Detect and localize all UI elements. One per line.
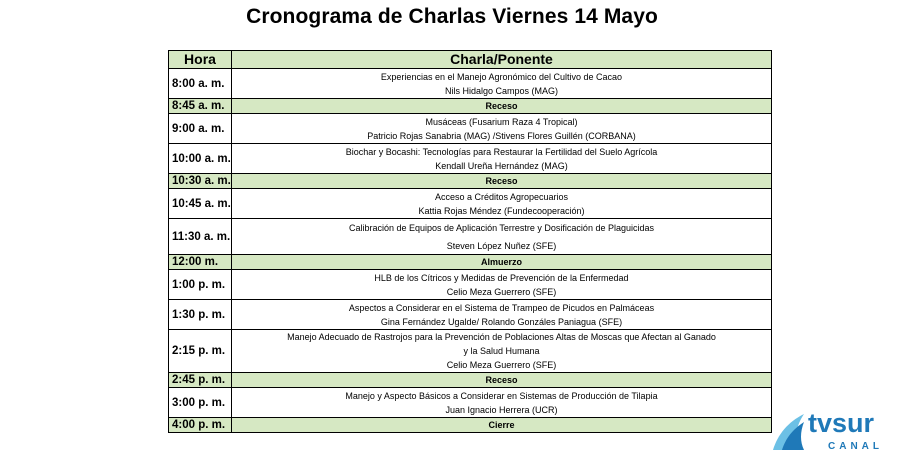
talk-title-line: Musáceas (Fusarium Raza 4 Tropical)	[425, 116, 578, 127]
talk-cell	[232, 114, 772, 144]
speaker-line: Patricio Rojas Sanabria (MAG) /Stivens Flores Guillén (CORBANA)	[367, 130, 636, 141]
speaker-line: Steven López Nuñez (SFE)	[446, 240, 557, 251]
table-row	[169, 330, 772, 373]
table-row	[169, 270, 772, 300]
speaker-line: Kendall Ureña Hernández (MAG)	[435, 160, 568, 171]
break-label	[232, 174, 772, 189]
break-label	[232, 373, 772, 388]
talk-cell	[232, 388, 772, 418]
break-row	[169, 418, 772, 433]
talk-title-line: HLB de los Cítricos y Medidas de Prevención de la Enfermedad	[374, 272, 629, 283]
talk-title-line: Manejo Adecuado de Rastrojos para la Prevención de Poblaciones Altas de Moscas que Afectan al Ganado	[287, 332, 716, 342]
time-cell: 10:45 a. m.	[169, 189, 232, 219]
break-label	[232, 255, 772, 270]
table-row	[169, 144, 772, 174]
talk-cell	[232, 219, 772, 255]
header-charla: Charla/Ponente	[232, 51, 772, 69]
table-row	[169, 114, 772, 144]
header-hora: Hora	[169, 51, 232, 69]
time-cell: 3:00 p. m.	[169, 388, 232, 418]
break-row	[169, 174, 772, 189]
time-cell: 8:45 a. m.	[169, 99, 232, 114]
break-label	[232, 99, 772, 114]
table-row	[169, 69, 772, 99]
table-row	[169, 388, 772, 418]
schedule-body	[169, 69, 772, 433]
time-cell: 11:30 a. m.	[169, 219, 232, 255]
break-label	[232, 418, 772, 433]
time-cell: 1:30 p. m.	[169, 300, 232, 330]
tvsur-logo	[770, 404, 895, 454]
talk-cell	[232, 144, 772, 174]
speaker-line: Gina Fernández Ugalde/ Rolando Gonzáles Paniagua (SFE)	[380, 316, 623, 327]
talk-cell	[232, 189, 772, 219]
break-row	[169, 373, 772, 388]
speaker-line: Nils Hidalgo Campos (MAG)	[444, 85, 559, 96]
talk-title-line: Aspectos a Considerar en el Sistema de Trampeo de Picudos en Palmáceas	[348, 302, 655, 313]
schedule-table	[168, 50, 772, 433]
time-cell: 1:00 p. m.	[169, 270, 232, 300]
page-title: Cronograma de Charlas Viernes 14 Mayo	[246, 5, 658, 28]
talk-title-line: y la Salud Humana	[463, 346, 540, 356]
talk-title-line: Cierre	[488, 420, 515, 430]
time-cell: 9:00 a. m.	[169, 114, 232, 144]
logo-subtext: CANAL	[828, 441, 883, 452]
talk-title-line: Almuerzo	[480, 257, 522, 267]
speaker-line: Celio Meza Guerrero (SFE)	[446, 360, 557, 370]
time-cell: 12:00 m.	[169, 255, 232, 270]
talk-title-line: Manejo y Aspecto Básicos a Considerar en Sistemas de Producción de Tilapia	[345, 390, 658, 401]
talk-cell	[232, 330, 772, 373]
table-row	[169, 219, 772, 255]
talk-title-line: Calibración de Equipos de Aplicación Terrestre y Dosificación de Plaguicidas	[348, 222, 654, 233]
time-cell: 8:00 a. m.	[169, 69, 232, 99]
break-row	[169, 99, 772, 114]
talk-title-line: Receso	[485, 101, 518, 111]
talk-cell	[232, 300, 772, 330]
talk-title-line: Acceso a Créditos Agropecuarios	[434, 191, 569, 202]
table-header-row	[169, 51, 772, 69]
talk-cell	[232, 69, 772, 99]
talk-title-line: Receso	[485, 375, 518, 385]
talk-title-line: Experiencias en el Manejo Agronómico del Cultivo de Cacao	[380, 71, 623, 82]
table-row	[169, 189, 772, 219]
time-cell: 4:00 p. m.	[169, 418, 232, 433]
speaker-line: Kattia Rojas Méndez (Fundecooperación)	[418, 205, 585, 216]
time-cell: 10:00 a. m.	[169, 144, 232, 174]
talk-title-line: Biochar y Bocashi: Tecnologías para Restaurar la Fertilidad del Suelo Agrícola	[345, 146, 658, 157]
time-cell: 2:45 p. m.	[169, 373, 232, 388]
speaker-line: Juan Ignacio Herrera (UCR)	[445, 404, 558, 415]
speaker-line: Celio Meza Guerrero (SFE)	[446, 286, 557, 297]
talk-cell	[232, 270, 772, 300]
break-row	[169, 255, 772, 270]
logo-text: tvsur	[808, 408, 875, 438]
time-cell: 10:30 a. m.	[169, 174, 232, 189]
time-cell: 2:15 p. m.	[169, 330, 232, 373]
talk-title-line: Receso	[485, 176, 518, 186]
table-row	[169, 300, 772, 330]
